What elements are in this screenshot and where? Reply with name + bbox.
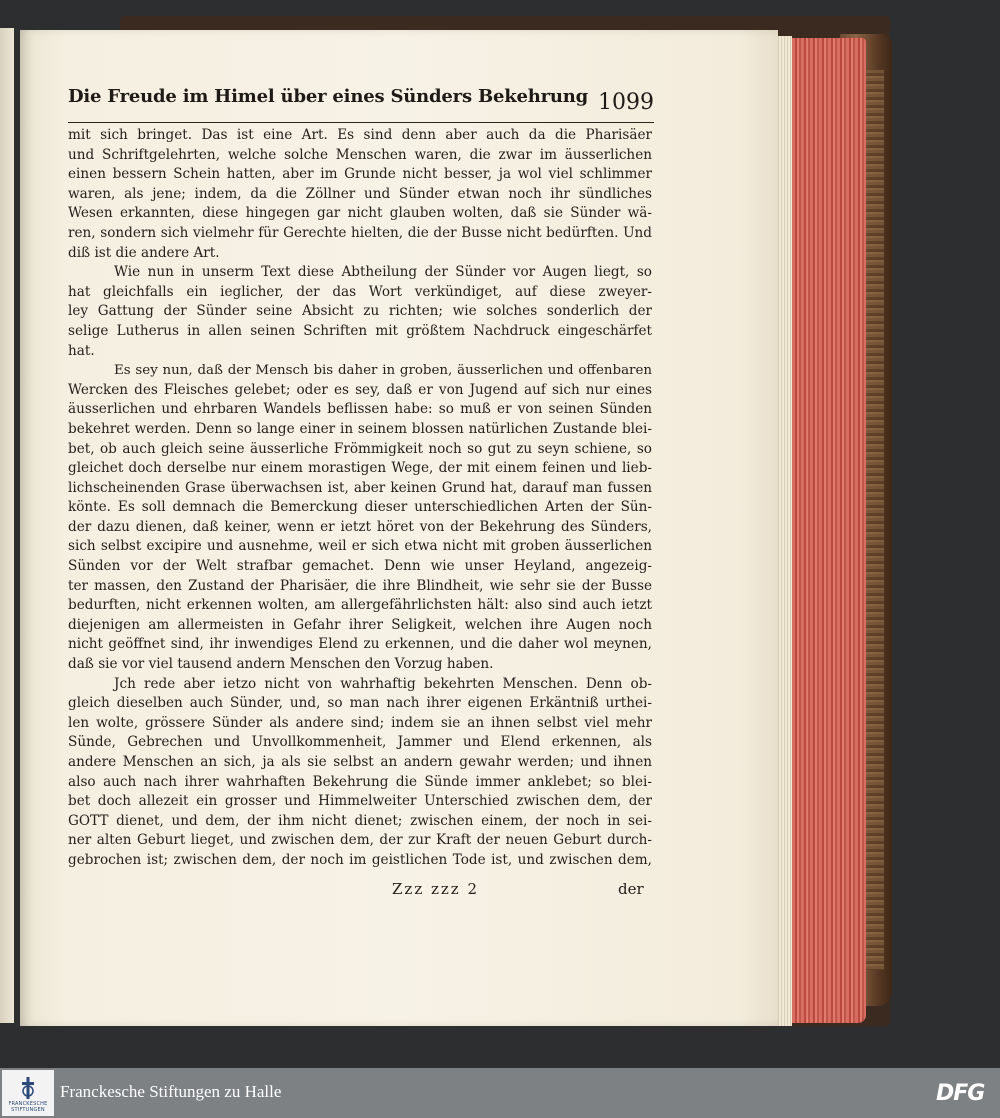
text-line: selige Lutherus in allen seinen Schriften mit größtem Nachdruck eingeschärfet <box>68 322 652 339</box>
text-line: Es sey nun, daß der Mensch bis daher in groben, äusserlichen und offenbaren <box>114 363 652 379</box>
text-line: andere Menschen an sich, ja als sie selbst an andern gewahr werden; und ihnen <box>68 754 652 770</box>
logo-caption <box>2 1101 54 1113</box>
running-title: Die Freude im Himel über eines Sünders Bekehrung <box>68 86 589 107</box>
viewer-footer-bar <box>0 1068 1000 1118</box>
logo-caption-line1: FRANCKESCHE <box>8 1101 48 1107</box>
text-line: GOTT dienet, und dem, der ihm nicht dienet; zwischen einem, der noch in sei- <box>68 812 652 829</box>
body-text <box>68 126 652 871</box>
text-line: bekehret werden. Denn so lange einer in seinem blossen natürlichen Zustande blei- <box>68 420 652 437</box>
text-line: lichscheinenden Grase überwachsen ist, aber keinen Grund hat, darauf man fussen <box>68 479 652 496</box>
red-page-edges <box>790 38 866 1023</box>
text-line: ren, sondern sich vielmehr für Gerechte hielten, die der Busse nicht bedürften. Und <box>68 224 652 241</box>
text-line: Wie nun in unserm Text diese Abtheilung der Sünder vor Augen liegt, so <box>114 264 652 281</box>
text-line: len wolte, grössere Sünder als andere sind; indem sie an ihnen selbst viel mehr <box>68 714 652 731</box>
text-line: Sünden vor der Welt strafbar gemachet. Denn wie unser Heyland, angezeig- <box>68 558 652 575</box>
page-number: 1099 <box>598 90 654 115</box>
text-line: diß ist die andere Art. <box>68 244 220 261</box>
text-line: Wercken des Fleisches gelebet; oder es sey, daß er von Jugend auf sich nur eines <box>68 381 652 398</box>
text-line: sich selbst excipire und ausnehme, weil er sich etwa nicht mit groben äusserlichen <box>68 538 652 555</box>
facing-page-edge <box>0 28 14 1023</box>
text-line: Wesen erkannten, diese hingegen gar nicht glauben wolten, daß sie Sünder wä- <box>68 205 652 222</box>
text-line: waren, als jene; indem, da die Zöllner und Sünder etwan noch ihr sündliches <box>68 185 652 202</box>
text-line: gleich dieselben auch Sünder, und, so man nach ihrer eigenen Erkäntniß urthei- <box>68 695 652 712</box>
franckesche-stiftungen-logo[interactable] <box>2 1070 54 1116</box>
text-line: gebrochen ist; zwischen dem, der noch im geistlichen Tode ist, und zwischen dem, <box>68 851 652 868</box>
text-line: hat. <box>68 342 95 359</box>
text-line: also auch nach ihrer wahrhaften Bekehrung die Sünde immer anklebet; so blei- <box>68 773 652 790</box>
text-line: könte. Es soll demnach die Bemerckung dieser unterschiedlichen Arten der Sün- <box>68 499 652 516</box>
text-line: ner alten Geburt lieget, und zwischen dem, der zur Kraft der neuen Geburt durch- <box>68 832 652 849</box>
text-line: hat gleichfalls ein ieglicher, der das Wort verkündiget, auf diese zweyer- <box>68 283 652 300</box>
text-line: der dazu dienen, daß keiner, wenn er ietzt höret von der Bekehrung des Sünders, <box>68 518 652 535</box>
institution-name[interactable]: Franckesche Stiftungen zu Halle <box>60 1082 282 1101</box>
text-line: bedurften, nicht erkennen wolten, am allergefährlichsten hält: also sind auch ietzt <box>68 597 652 614</box>
text-line: ter massen, den Zustand der Pharisäer, die ihre Blindheit, wie sehr sie der Busse <box>68 577 652 594</box>
catchword: der <box>618 880 644 898</box>
text-line: ley Gattung der Sünder seine Absicht zu richten; wie solches sonderlich der <box>68 303 652 320</box>
text-line: einen bessern Schein hatten, aber im Grunde nicht besser, ja wol viel schlimmer <box>68 166 652 183</box>
running-head <box>68 86 654 122</box>
text-line: gleichet doch derselbe nur einem morastigen Wege, der mit einem feinen und lieb- <box>68 460 652 477</box>
text-line: bet doch allezeit ein grosser und Himmelweiter Unterschied zwischen dem, der <box>68 793 652 810</box>
institution-emblem-icon <box>20 1077 36 1099</box>
text-line: daß sie vor viel tausend andern Menschen den Vorzug haben. <box>68 656 494 673</box>
head-rule <box>68 122 654 123</box>
marbled-cover-texture <box>864 70 884 970</box>
dfg-logo[interactable]: DFG <box>936 1081 985 1106</box>
text-line: äusserlichen und ehrbaren Wandels beflissen habe: so muß er von seinen Sünden <box>68 401 652 418</box>
text-line: diejenigen am allermeisten in Gefahr ihrer Seligkeit, welchen ihre Augen noch <box>68 616 652 633</box>
text-line: bet, ob auch gleich seine äusserliche Frömmigkeit noch so gut zu seyn schiene, so <box>68 440 652 457</box>
text-line: Jch rede aber ietzo nicht von wahrhaftig bekehrten Menschen. Denn ob- <box>114 675 652 692</box>
signature-mark: Zzz zzz 2 <box>392 880 480 898</box>
text-line: und Schriftgelehrten, welche solche Menschen waren, die zwar im äusserlichen <box>68 146 652 163</box>
logo-caption-line2: STIFTUNGEN <box>11 1107 45 1113</box>
text-line: nicht geöffnet sind, ihr inwendiges Elend zu erkennen, und die daher wol meynen, <box>68 636 652 653</box>
text-line: Sünde, Gebrechen und Unvollkommenheit, Jammer und Elend erkennen, als <box>68 734 652 751</box>
text-line: mit sich bringet. Das ist eine Art. Es sind denn aber auch da die Pharisäer <box>68 127 652 143</box>
